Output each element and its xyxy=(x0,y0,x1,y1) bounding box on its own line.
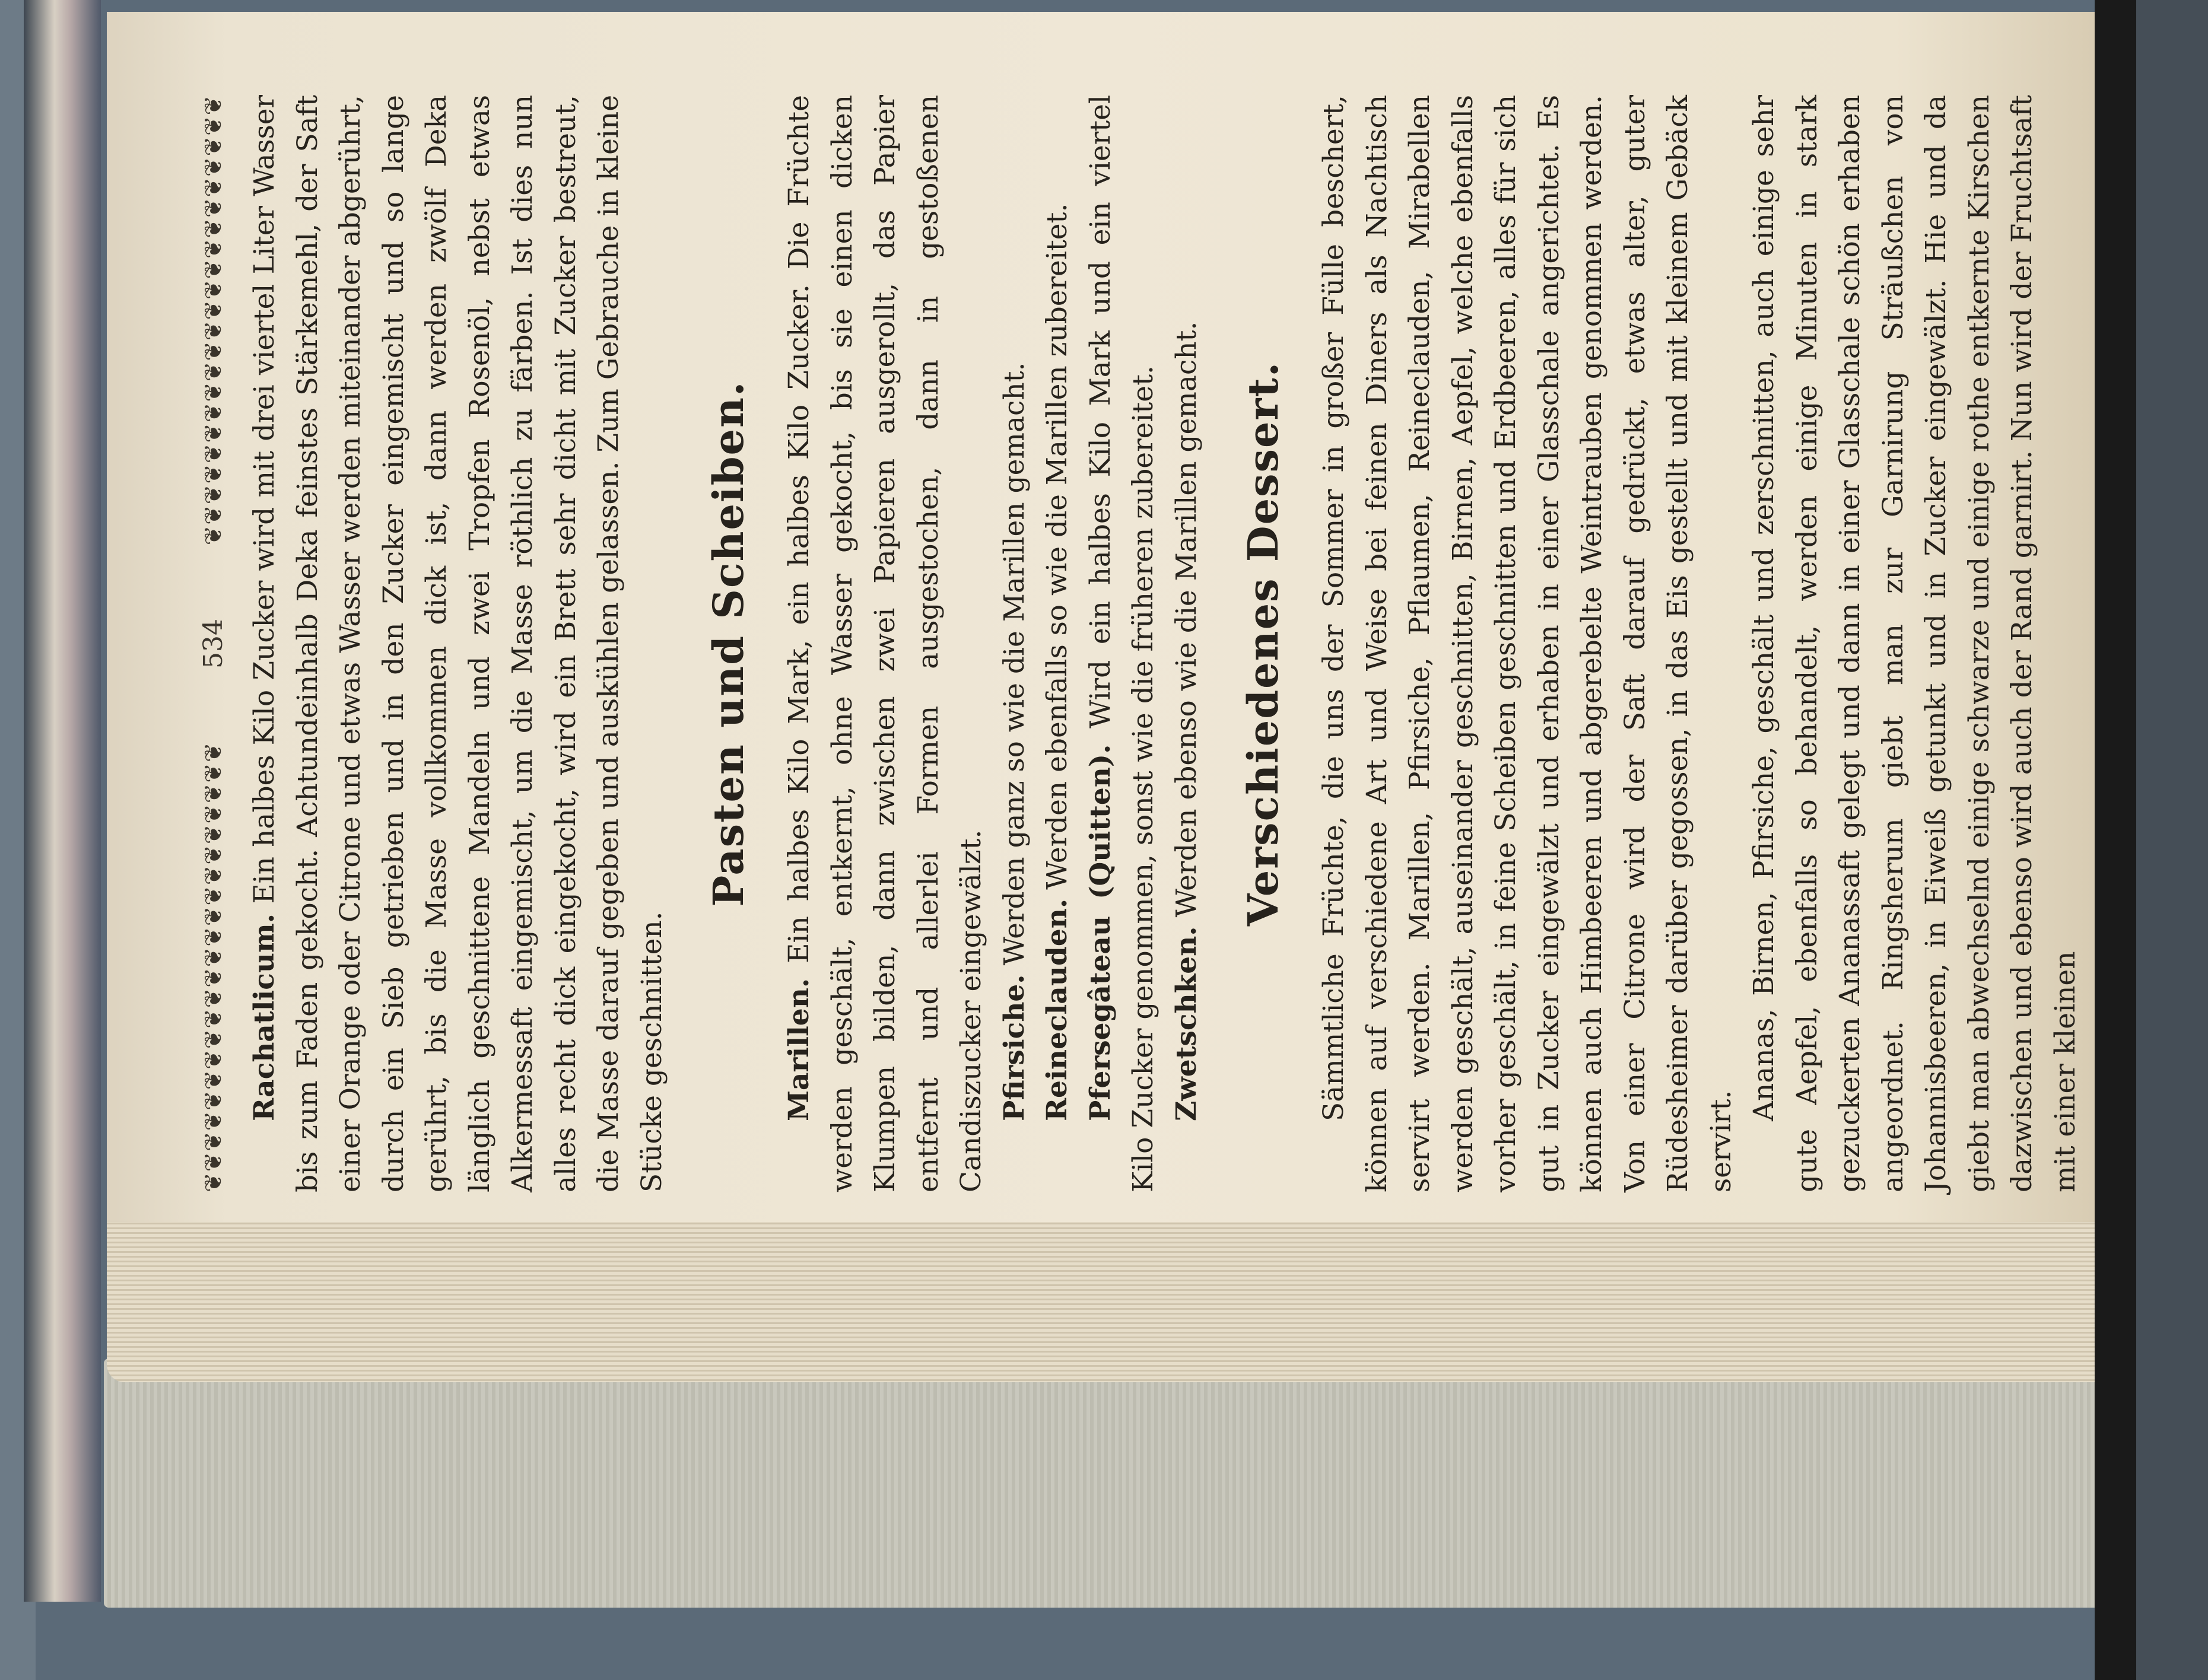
dessert-paragraph-2: Ananas, Birnen, Pfirsiche, geschält und zerschnitten, auch einige sehr gute Aepfel, ebenfalls so behandelt, werden einige Minuten in stark gezuckerten Ananassaft gelegt und dann in einer Glasschale schön erhaben angeordnet. Ringsherum giebt man zur Garnirung Sträußchen von Johannisbeeren, in Eiweiß getunkt und in Zucker eingewälzt. Hie und da giebt man abwechselnd einige schwarze und einige rothe entkernte Kirschen dazwischen und ebenso wird auch der Rand garnirt. Nun wird der Fruchtsaft mit einer kleinen xyxy=(1748,95,2082,1192)
running-header xyxy=(196,95,231,1192)
header-ornament-right: ❦❦❦❦❦❦❦❦❦❦❦❦❦❦❦❦❦❦❦❦❦❦ xyxy=(199,95,227,546)
recipe-reineclauden xyxy=(1036,95,1079,1192)
recipe-text: Ein halbes Kilo Mark, ein halbes Kilo Zucker. Die Früchte werden geschält, entkernt, ohne Wasser gekocht, bis sie einen dicken Klumpen bilden, dann zwischen zwei Papieren ausgerollt, das Papier entfernt und allerlei Formen ausgestochen, dann in gestoßenen Candiszucker eingewälzt. xyxy=(783,95,987,1192)
recipe-pfirsiche xyxy=(993,95,1037,1192)
book-spine xyxy=(24,0,101,1602)
page-stack-edges xyxy=(107,1210,2101,1382)
page-number: 534 xyxy=(198,619,228,669)
section-heading-pasten: Pasten und Scheiben. xyxy=(704,380,753,907)
book-cover xyxy=(104,1358,2193,1608)
recipe-text: Werden ebenfalls so wie die Marillen zubereitet. xyxy=(1041,203,1073,899)
recipe-text: Werden ganz so wie die Marillen gemacht. xyxy=(997,362,1031,975)
page-text-block xyxy=(196,95,2087,1192)
recipe-term: Pfersegâteau (Quitten). xyxy=(1084,744,1117,1121)
recipe-term: Marillen. xyxy=(783,978,815,1121)
header-ornament-left: ❦❦❦❦❦❦❦❦❦❦❦❦❦❦❦❦❦❦❦❦❦❦ xyxy=(199,742,227,1192)
recipe-text: Ein halbes Kilo Zucker wird mit drei viertel Liter Wasser bis zum Faden gekocht. Achtundeinhalb Deka feinstes Stärkemehl, der Saft einer Orange oder Citrone und etwas Wasser werden miteinander abgerührt, durch ein Sieb getrieben und in den Zucker eingemischt und so lange gerührt, bis die Masse vollkommen dick ist, dann werden zwölf Deka länglich geschnittene Mandeln und zwei Tropfen Rosenöl, nebst etwas Alkermessaft eingemischt, um die Masse röthlich zu färben. Ist dies nun alles recht dick eingekocht, wird ein Brett sehr dicht mit Zucker bestreut, die Masse darauf gegeben und auskühlen gelassen. Zum Gebrauche in kleine Stücke geschnitten. xyxy=(248,94,668,1192)
recipe-zwetschken xyxy=(1165,95,1209,1192)
recipe-rachatlicum xyxy=(243,95,673,1192)
recipe-term: Pfirsiche. xyxy=(997,974,1031,1121)
section-heading-dessert: Verschiedenes Dessert. xyxy=(1238,361,1288,927)
book-cover-right xyxy=(2095,0,2208,1680)
recipe-text: Werden ebenso wie die Marillen gemacht. xyxy=(1170,321,1203,927)
recipe-term: Rachatlicum. xyxy=(248,913,281,1121)
recipe-term: Reineclauden. xyxy=(1041,898,1073,1121)
recipe-text: Wird ein halbes Kilo Mark und ein viertel Kilo Zucker genommen, sonst wie die früheren zubereitet. xyxy=(1084,95,1159,1192)
recipe-pfersegateau xyxy=(1079,95,1165,1192)
dessert-paragraph-1: Sämmtliche Früchte, die uns der Sommer in großer Fülle beschert, können auf verschiedene Art und Weise bei feinen Diners als Nachtisch servirt werden. Marillen, Pfirsiche, Pflaumen, Reineclauden, Mirabellen werden geschält, auseinander geschnitten, Birnen, Aepfel, welche ebenfalls vorher geschält, in feine Scheiben geschnitten und Erdbeeren, alles für sich gut in Zucker eingewälzt und erhaben in einer Glasschale angerichtet. Es können auch Himbeeren und abgerebelte Weintrauben genommen werden. Von einer Citrone wird der Saft darauf gedrückt, etwas alter, guter Rüdesheimer darüber gegossen, in das Eis gestellt und mit kleinem Gebäck servirt. xyxy=(1317,95,1737,1192)
recipe-term: Zwetschken. xyxy=(1170,926,1203,1121)
recipe-marillen xyxy=(778,95,993,1192)
